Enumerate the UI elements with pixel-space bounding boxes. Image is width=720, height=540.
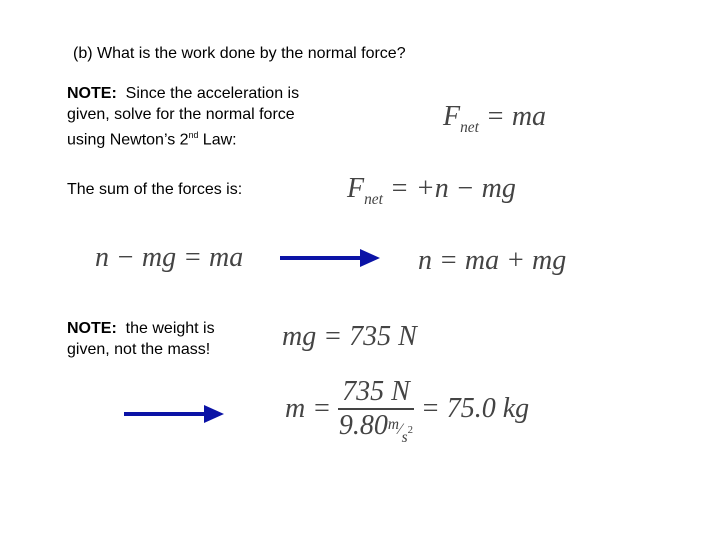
note-acceleration [67, 83, 347, 150]
denominator-value: 9.80 [338, 410, 388, 441]
mass-symbol: m = [285, 393, 339, 424]
note-text: the weight is [125, 320, 215, 337]
net-subscript: net [364, 190, 383, 208]
note-line-3-tail: Law: [198, 131, 237, 149]
equation-rhs: = +n − mg [382, 173, 516, 204]
unit-exponent: 2 [407, 424, 414, 437]
note-text: Since the acceleration is [125, 85, 300, 102]
note-label: NOTE: [67, 85, 117, 102]
fraction-denominator [338, 410, 414, 446]
unit-seconds: s [401, 428, 408, 446]
equation-mass [285, 376, 530, 446]
weight-unit: N [398, 321, 417, 352]
question-text: (b) What is the work done by the normal force? [73, 45, 406, 62]
equation-newton-second-law [443, 101, 547, 136]
equation-text: n = ma + mg [418, 245, 567, 276]
right-arrow-icon [280, 247, 382, 269]
force-symbol: F [443, 101, 461, 132]
note-line-2: given, solve for the normal force [67, 106, 295, 123]
note-line-1 [67, 83, 347, 104]
unit-slash: ⁄ [399, 421, 402, 438]
force-symbol: F [347, 173, 365, 204]
acceleration-unit [387, 416, 414, 446]
sum-of-forces-label: The sum of the forces is: [67, 181, 243, 198]
equation-combined [95, 244, 243, 272]
numerator-value: 735 [342, 376, 392, 407]
fraction-numerator [338, 378, 414, 408]
note-line-1 [67, 318, 267, 339]
unit-meters: m [387, 416, 400, 434]
note-line-3-text: using Newton’s 2 [67, 131, 189, 149]
note-label: NOTE: [67, 320, 117, 337]
mass-unit: kg [502, 393, 530, 424]
numerator-unit: N [391, 376, 410, 407]
note-weight [67, 318, 267, 360]
mass-fraction [338, 376, 414, 446]
weight-expression: mg = 735 [282, 321, 399, 352]
right-arrow-icon [124, 403, 226, 425]
note-line-3 [67, 125, 347, 150]
equation-rhs: = ma [478, 101, 547, 132]
ordinal-superscript: nd [188, 130, 199, 140]
equation-weight [282, 323, 417, 351]
note-line-2: given, not the mass! [67, 341, 211, 358]
mass-result: = 75.0 [413, 393, 503, 424]
net-subscript: net [460, 118, 479, 136]
equation-text: n − mg = ma [95, 242, 244, 273]
equation-sum-of-forces [347, 173, 516, 208]
equation-normal-force [418, 247, 566, 275]
